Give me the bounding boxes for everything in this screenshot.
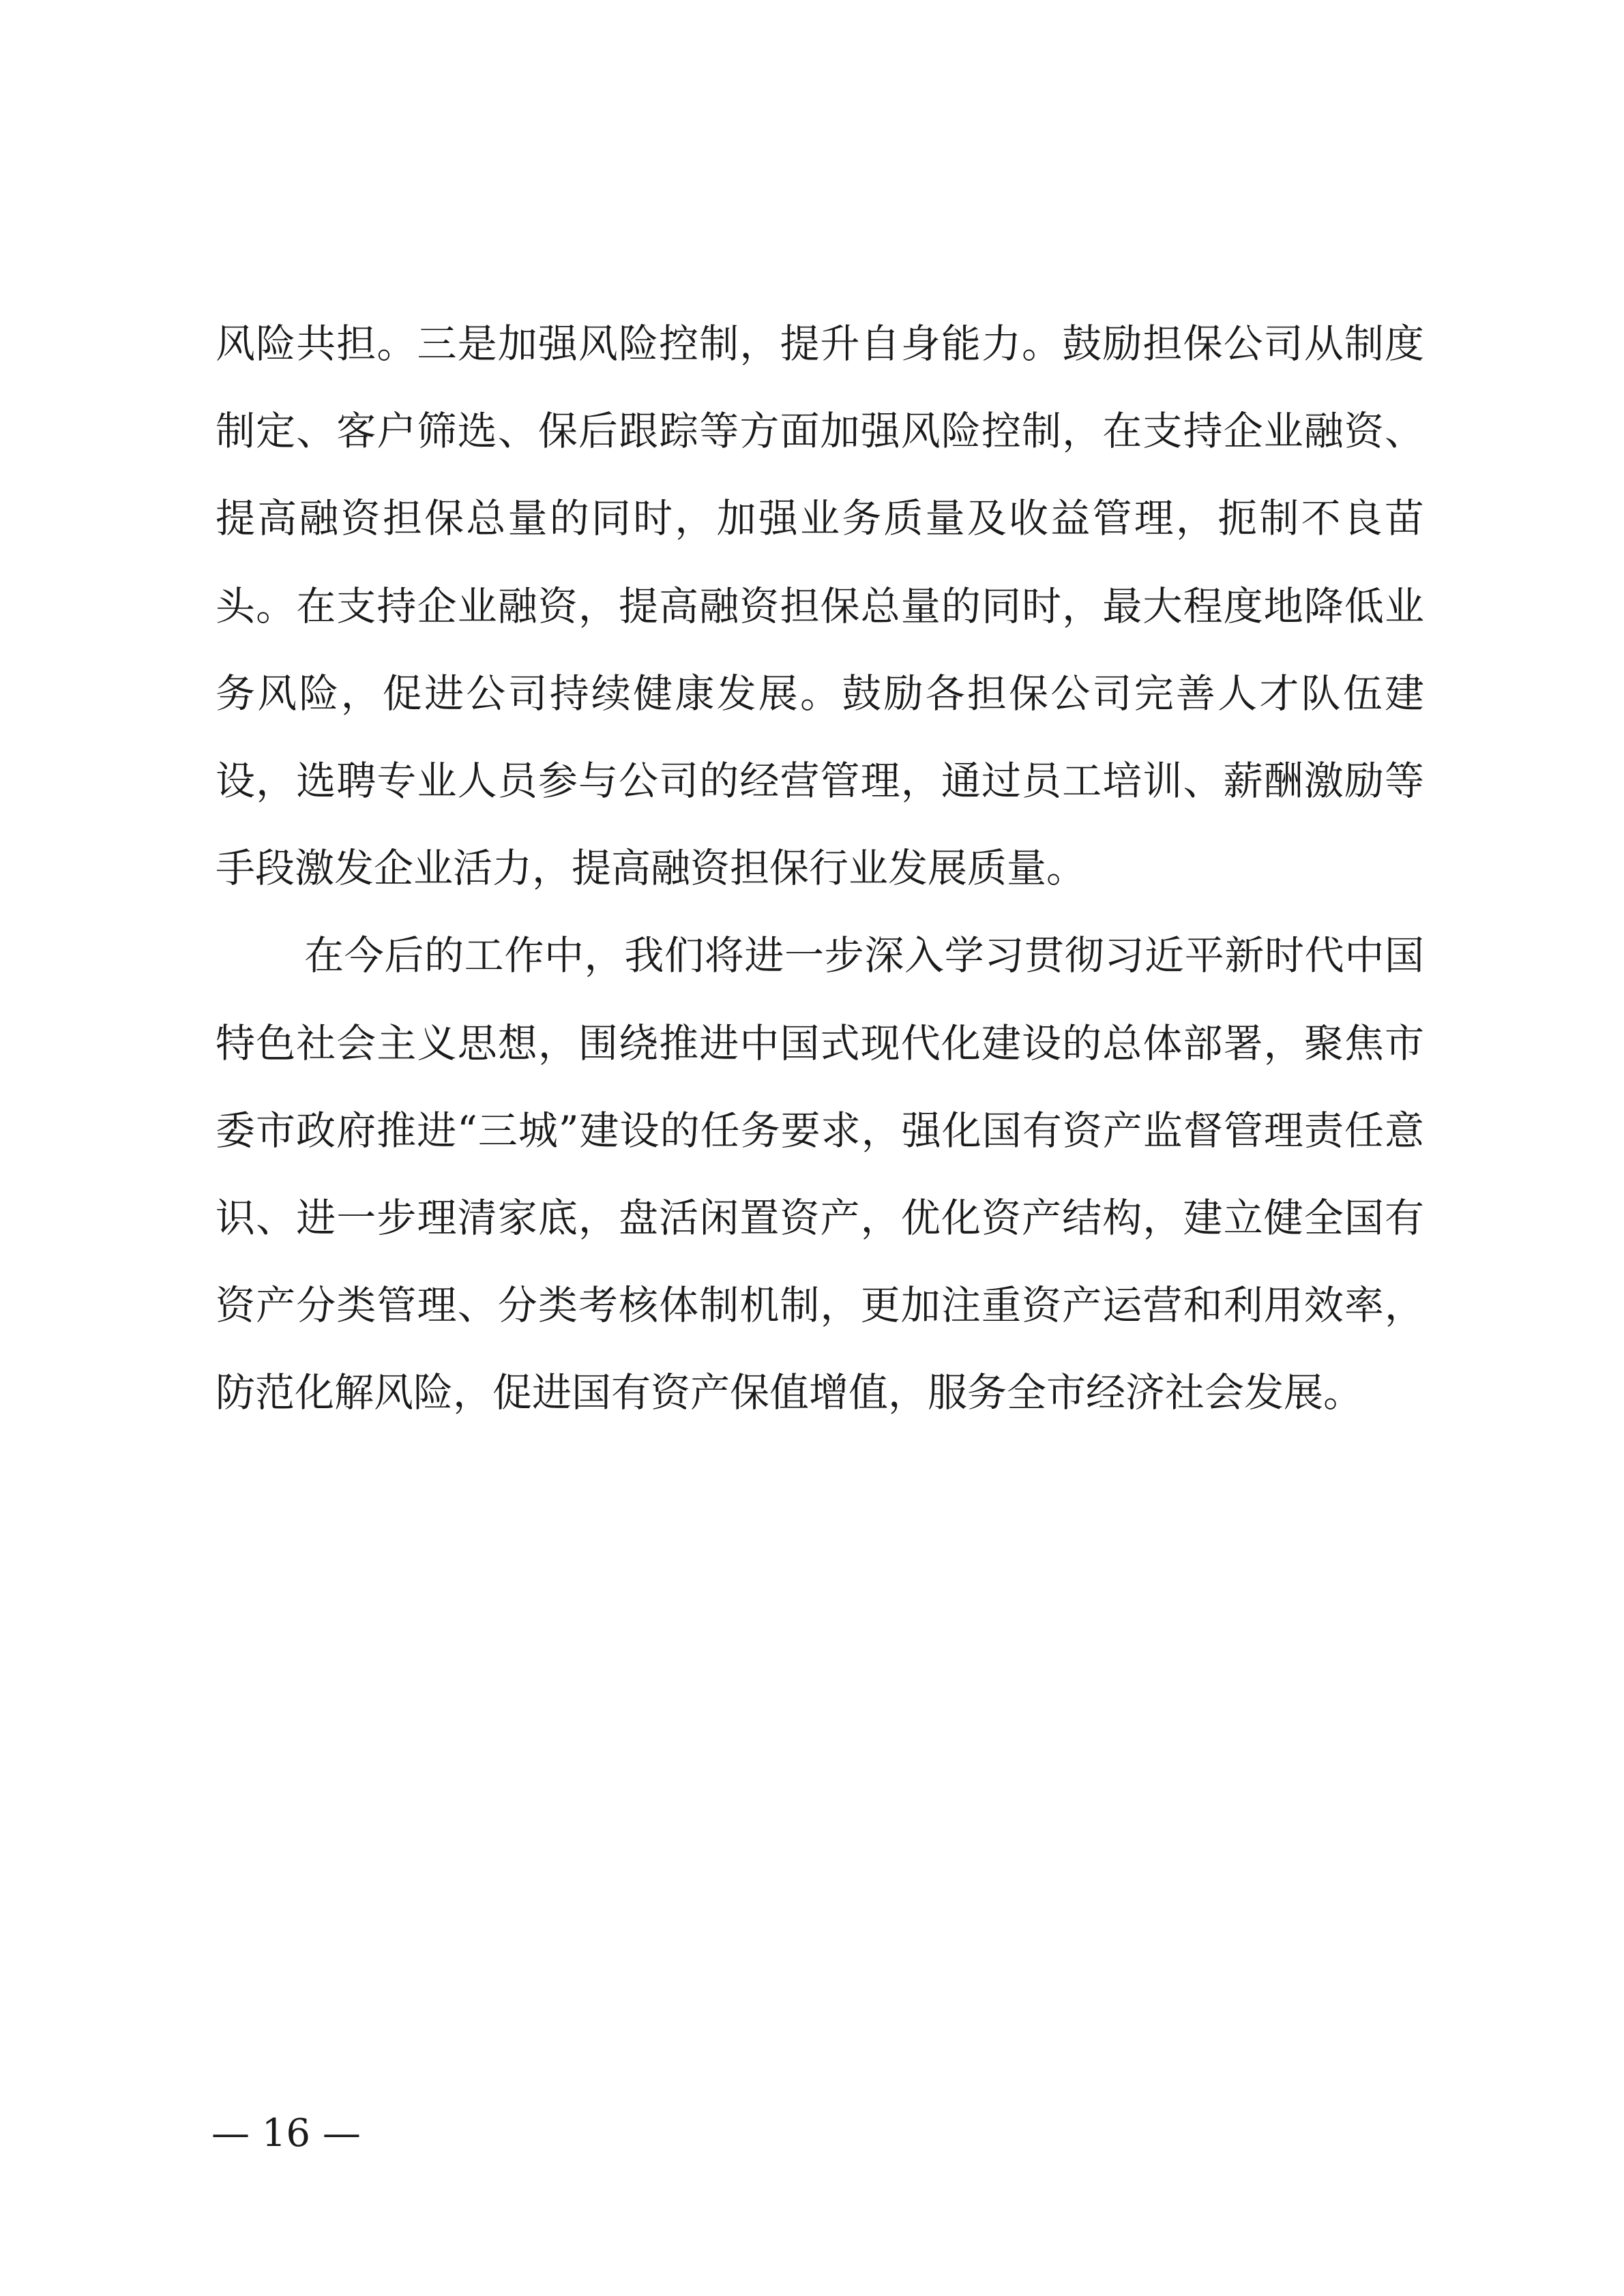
paragraph-future-work: 在今后的工作中，我们将进一步深入学习贯彻习近平新时代中国特色社会主义思想，围绕推进中国式现代化建设的总体部署，聚焦市委市政府推进“三城”建设的任务要求，强化国有资产监督管理责任意识、进一步理清家底，盘活闲置资产，优化资产结构，建立健全国有资产分类管理、分类考核体制机制，更加注重资产运营和利用效率，防范化解风险，促进国有资产保值增值，服务全市经济社会发展。 <box>216 932 1424 1416</box>
paragraph-continuation: 风险共担。三是加强风险控制，提升自身能力。鼓励担保公司从制度制定、客户筛选、保后跟踪等方面加强风险控制，在支持企业融资、提高融资担保总量的同时，加强业务质量及收益管理，扼制不良苗头。在支持企业融资，提高融资担保总量的同时，最大程度地降低业务风险，促进公司持续健康发展。鼓励各担保公司完善人才队伍建设，选聘专业人员参与公司的经营管理，通过员工培训、薪酬激励等手段激发企业活力，提高融资担保行业发展质量。 <box>216 320 1424 892</box>
page-number: — 16 — <box>211 2111 361 2156</box>
body-text <box>216 300 1424 1437</box>
